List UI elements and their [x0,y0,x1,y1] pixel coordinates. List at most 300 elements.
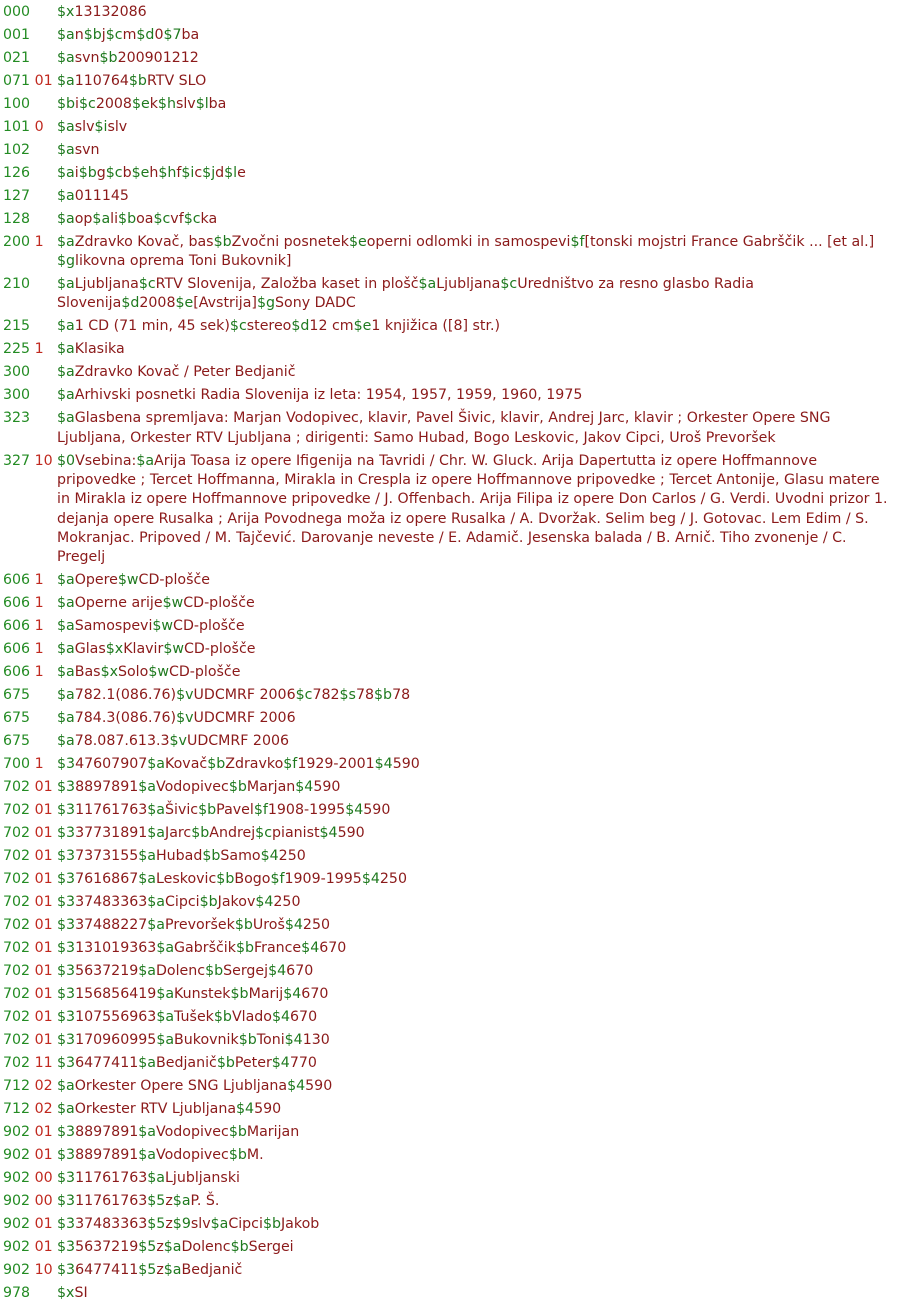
subfield-code: $4 [374,755,393,772]
subfield-value: RTV Slovenija, Založba kaset in plošč [155,276,419,293]
subfield-value: Tušek [174,1008,214,1025]
subfield-value: Cipci [165,893,200,910]
field-tag: 675 [3,732,31,749]
field-tag-cell [0,363,57,382]
field-indicator: 01 [34,1146,53,1163]
field-tag: 128 [3,210,31,227]
field-indicator: 1 [34,641,44,658]
subfield-value: Marij [248,985,284,1002]
subfield-value: Dolenc [155,962,206,979]
subfield-value: Glasbena spremljava: Marjan Vodopivec, klavir, Pavel Šivic, klavir, Andrej Jarc, klavir ; Orkester Opere SNG Ljubljana, Orkester RTV Ljubljana ; dirigenti: Samo Hubad, Bogo Leskovic, Jakov Cipci, Uroš Prevoršek [57,410,831,446]
subfield-value: 782.1(086.76) [74,687,177,704]
subfield-code: $c [105,164,123,181]
subfield-value: 250 [302,916,331,933]
subfield-code: $a [163,1238,182,1255]
subfield-code: $a [418,276,437,293]
subfield-code: $a [163,1261,182,1278]
field-indicator: 01 [34,1008,53,1025]
subfield-value: 7616867 [75,870,139,887]
subfield-value: operni odlomki in samospevi [366,233,571,250]
field-indicator: 00 [34,1169,53,1186]
field-tag: 902 [3,1192,31,1209]
subfield-code: $e [131,164,150,181]
subfield-value: slv [175,95,196,112]
subfield-value: 78 [355,687,375,704]
field-tag-cell [0,686,57,705]
field-row [0,210,900,229]
field-tag: 702 [3,1008,31,1025]
subfield-code: $a [147,755,166,772]
subfield-value: Kunstek [174,985,231,1002]
subfield-code: $a [147,824,166,841]
field-tag: 902 [3,1123,31,1140]
subfield-code: $4 [271,1054,290,1071]
field-row [0,95,900,114]
subfield-value: Sergei [248,1238,294,1255]
field-content [57,617,893,636]
subfield-value: 590 [313,778,341,795]
field-tag: 702 [3,870,31,887]
subfield-code: $a [57,210,75,227]
subfield-value: Sony DADC [275,295,356,312]
field-tag-cell [0,210,57,229]
field-indicator: 02 [34,1100,53,1117]
field-tag-cell [0,386,57,405]
subfield-value: Opere [74,572,118,589]
field-row [0,985,900,1004]
field-content [57,1261,893,1280]
subfield-value: CD-plošče [173,618,245,635]
subfield-code: $4 [295,778,314,795]
subfield-value: d [215,164,225,181]
subfield-value: 250 [273,893,301,910]
subfield-code: $x [100,664,118,681]
field-row [0,847,900,866]
field-indicator: 02 [34,1077,53,1094]
field-row [0,1215,900,1234]
subfield-code: $3 [57,1261,76,1278]
field-tag: 712 [3,1077,31,1094]
subfield-value: i [75,95,79,112]
subfield-value: Zvočni posnetek [231,233,349,250]
field-tag-cell [0,916,57,935]
field-indicator: 01 [34,824,53,841]
subfield-code: $i [181,164,195,181]
field-row [0,1077,900,1096]
field-tag-cell [0,1054,57,1073]
subfield-code: $5 [138,1238,157,1255]
field-tag: 200 [3,233,31,250]
subfield-code: $i [94,118,108,135]
subfield-value: i [74,164,79,181]
field-row [0,1169,900,1188]
subfield-code: $4 [260,847,279,864]
field-row [0,363,900,382]
field-indicator: 10 [34,1261,53,1278]
field-tag-cell [0,1100,57,1119]
field-tag-cell [0,801,57,820]
field-tag-cell [0,1123,57,1142]
subfield-value: 131019363 [75,939,157,956]
subfield-code: $b [198,801,217,818]
subfield-code: $a [57,618,75,635]
subfield-code: $w [148,664,169,681]
subfield-code: $b [374,687,393,704]
field-tag: 702 [3,778,31,795]
subfield-code: $h [157,95,176,112]
subfield-value: Jarc [165,824,192,841]
subfield-code: $a [138,962,156,979]
subfield-value: UDCMRF 2006 [193,687,296,704]
subfield-code: $b [213,233,232,250]
subfield-value: 110764 [74,72,129,89]
subfield-value: P. Š. [190,1192,220,1209]
field-tag-cell [0,1146,57,1165]
subfield-value: stereo [246,318,292,335]
field-tag: 702 [3,801,31,818]
subfield-value: Pavel [216,801,254,818]
field-tag: 702 [3,962,31,979]
subfield-value: 11761763 [75,801,148,818]
subfield-code: $a [138,1054,156,1071]
field-content [57,26,893,45]
subfield-code: $c [153,210,171,227]
subfield-code: $a [57,641,75,658]
field-content [57,1284,893,1303]
subfield-value: Marjan [246,778,296,795]
field-row [0,141,900,160]
field-content [57,1146,893,1165]
subfield-code: $w [162,595,184,612]
field-tag-cell [0,893,57,912]
subfield-code: $a [147,1169,166,1186]
subfield-code: $3 [57,1215,76,1232]
field-indicator: 01 [34,893,53,910]
subfield-value: Samospevi [74,618,153,635]
field-content [57,452,893,568]
subfield-value: Uredništvo za resno glasbo Radia Slovenija [57,276,754,312]
field-tag: 606 [3,641,31,658]
field-row [0,962,900,981]
subfield-value: Jakov [217,893,256,910]
subfield-code: $a [138,847,156,864]
subfield-code: $a [57,318,75,335]
subfield-value: 590 [305,1077,333,1094]
subfield-value: 47607907 [75,755,148,772]
field-content [57,824,893,843]
field-content [57,3,893,22]
subfield-code: $c [138,276,156,293]
field-row [0,1031,900,1050]
field-row [0,824,900,843]
field-content [57,95,893,114]
field-content [57,801,893,820]
subfield-value: 78.087.613.3 [74,732,170,749]
field-row [0,1054,900,1073]
field-tag-cell [0,663,57,682]
subfield-value: Andrej [209,824,256,841]
field-tag: 606 [3,595,31,612]
field-content [57,755,893,774]
field-tag-cell [0,1284,57,1303]
subfield-value: 670 [301,985,329,1002]
subfield-code: $a [57,141,75,158]
field-tag-cell [0,118,57,137]
field-row [0,340,900,359]
field-row [0,640,900,659]
field-content [57,1100,893,1119]
field-tag: 126 [3,164,31,181]
field-content [57,164,893,183]
subfield-code: $4 [301,939,320,956]
field-tag: 902 [3,1238,31,1255]
subfield-value: ba [208,95,227,112]
subfield-code: $e [348,233,367,250]
subfield-value: Zdravko [225,755,284,772]
subfield-code: $b [230,1238,249,1255]
subfield-code: $l [224,164,238,181]
subfield-value: Vsebina: [75,452,137,469]
subfield-code: $w [152,618,174,635]
subfield-value: 107556963 [75,1008,157,1025]
subfield-code: $3 [57,1123,76,1140]
marc-record [0,3,900,1307]
subfield-value: 770 [289,1054,317,1071]
field-row [0,939,900,958]
field-indicator: 1 [34,755,44,772]
subfield-value: 1908-1995 [267,801,346,818]
subfield-code: $a [156,985,175,1002]
subfield-code: $a [147,893,166,910]
subfield-value: z [156,1261,164,1278]
field-row [0,118,900,137]
subfield-code: $5 [147,1192,166,1209]
subfield-code: $b [238,1031,257,1048]
subfield-value: 12 cm [309,318,354,335]
field-content [57,386,893,405]
subfield-code: $b [118,210,137,227]
subfield-code: $a [138,1123,156,1140]
field-tag-cell [0,164,57,183]
field-content [57,594,893,613]
subfield-value: Vodopivec [155,778,229,795]
subfield-code: $4 [268,962,287,979]
subfield-value: 6477411 [75,1054,139,1071]
subfield-value: b [122,164,132,181]
subfield-code: $a [147,801,166,818]
field-row [0,663,900,682]
subfield-value: Zdravko Kovač / Peter Bedjanič [74,364,296,381]
subfield-value: 11761763 [75,1169,148,1186]
subfield-value: c [194,164,203,181]
field-indicator: 1 [34,664,44,681]
subfield-value: Prevoršek [165,916,235,933]
field-content [57,1192,893,1211]
subfield-code: $3 [57,1146,76,1163]
field-tag: 100 [3,95,31,112]
subfield-value: svn [74,49,100,66]
field-tag-cell [0,939,57,958]
field-row [0,49,900,68]
subfield-code: $3 [57,1238,76,1255]
field-row [0,317,900,336]
field-tag: 102 [3,141,31,158]
subfield-value: 5637219 [75,1238,139,1255]
subfield-value: 250 [278,847,306,864]
subfield-code: $a [57,118,75,135]
subfield-value: 13132086 [74,4,147,20]
field-tag: 702 [3,893,31,910]
field-row [0,1146,900,1165]
subfield-value: 200901212 [117,49,199,66]
field-tag: 700 [3,755,31,772]
subfield-value: 8897891 [75,778,139,795]
subfield-code: $3 [57,1031,76,1048]
field-indicator: 01 [34,72,53,89]
subfield-value: likovna oprema Toni Bukovnik] [75,253,292,270]
subfield-code: $3 [57,870,76,887]
subfield-value: 37488227 [75,916,148,933]
field-tag: 021 [3,49,31,66]
subfield-value: Ljubljana [74,276,139,293]
subfield-value: Šivic [165,801,199,818]
subfield-code: $3 [57,1054,76,1071]
field-indicator: 11 [34,1054,53,1071]
subfield-code: $a [92,210,111,227]
subfield-value: 2008 [139,295,176,312]
subfield-code: $d [121,295,140,312]
field-tag-cell [0,141,57,160]
field-tag-cell [0,187,57,206]
field-indicator: 01 [34,939,53,956]
field-tag-cell [0,640,57,659]
field-indicator: 0 [34,118,44,135]
subfield-code: $b [99,49,118,66]
field-tag: 215 [3,318,31,335]
subfield-code: $b [83,26,102,43]
field-tag: 702 [3,985,31,1002]
field-row [0,1123,900,1142]
subfield-value: Bukovnik [174,1031,239,1048]
subfield-value: 590 [392,755,420,772]
subfield-code: $4 [284,916,303,933]
subfield-code: $j [202,164,216,181]
field-content [57,1031,893,1050]
field-tag-cell [0,985,57,1004]
field-tag: 702 [3,824,31,841]
field-indicator: 01 [34,870,53,887]
subfield-value: 170960995 [75,1031,157,1048]
subfield-value: SI [74,1284,88,1301]
field-tag: 127 [3,187,31,204]
subfield-code: $3 [57,1008,76,1025]
subfield-value: pianist [272,824,320,841]
subfield-value: 5637219 [75,962,139,979]
subfield-code: $3 [57,801,76,818]
field-tag: 606 [3,664,31,681]
subfield-code: $s [339,687,356,704]
subfield-code: $5 [138,1261,157,1278]
subfield-value: RTV SLO [146,72,207,89]
subfield-value: 6477411 [75,1261,139,1278]
field-content [57,1054,893,1073]
field-row [0,26,900,45]
subfield-value: Orkester RTV Ljubljana [74,1100,237,1117]
field-tag-cell [0,870,57,889]
field-tag-cell [0,617,57,636]
subfield-code: $v [169,732,187,749]
subfield-code: $w [117,572,139,589]
field-row [0,452,900,568]
subfield-value: 670 [319,939,347,956]
field-content [57,1077,893,1096]
subfield-code: $3 [57,847,76,864]
field-content [57,1123,893,1142]
subfield-value: 670 [286,962,314,979]
field-row [0,1008,900,1027]
subfield-code: $a [156,1031,175,1048]
field-content [57,1238,893,1257]
subfield-code: $a [57,341,75,358]
field-content [57,686,893,705]
subfield-value: Jakob [280,1215,320,1232]
subfield-value: Samo [220,847,261,864]
field-row [0,164,900,183]
subfield-code: $a [156,939,175,956]
subfield-code: $3 [57,939,76,956]
field-tag-cell [0,732,57,751]
subfield-value: 1909-1995 [284,870,362,887]
subfield-value: Operne arije [74,595,163,612]
subfield-value: 8897891 [75,1146,139,1163]
field-tag: 702 [3,939,31,956]
subfield-value: z [165,1192,173,1209]
field-tag: 702 [3,916,31,933]
field-content [57,118,893,137]
field-content [57,732,893,751]
subfield-value: 1 CD (71 min, 45 sek) [74,318,230,335]
field-indicator: 1 [34,572,44,589]
subfield-code: $a [147,916,166,933]
subfield-code: $c [183,210,201,227]
subfield-code: $g [256,295,276,312]
subfield-value: Bedjanič [155,1054,217,1071]
field-tag-cell [0,778,57,797]
subfield-code: $b [228,1123,247,1140]
subfield-code: $a [138,870,156,887]
field-indicator: 10 [34,452,53,469]
subfield-code: $a [172,1192,191,1209]
subfield-value: k [149,95,158,112]
field-tag-cell [0,317,57,336]
field-content [57,49,893,68]
field-row [0,72,900,91]
subfield-value: 156856419 [75,985,157,1002]
field-content [57,187,893,206]
subfield-code: $f [253,801,268,818]
field-content [57,663,893,682]
subfield-value: CD-plošče [168,664,241,681]
field-tag-cell [0,1031,57,1050]
subfield-code: $0 [57,452,76,469]
subfield-code: $a [57,72,75,89]
subfield-value: vf [170,210,184,227]
field-content [57,778,893,797]
field-row [0,571,900,590]
field-tag: 606 [3,572,31,589]
field-content [57,317,893,336]
subfield-code: $3 [57,1192,76,1209]
